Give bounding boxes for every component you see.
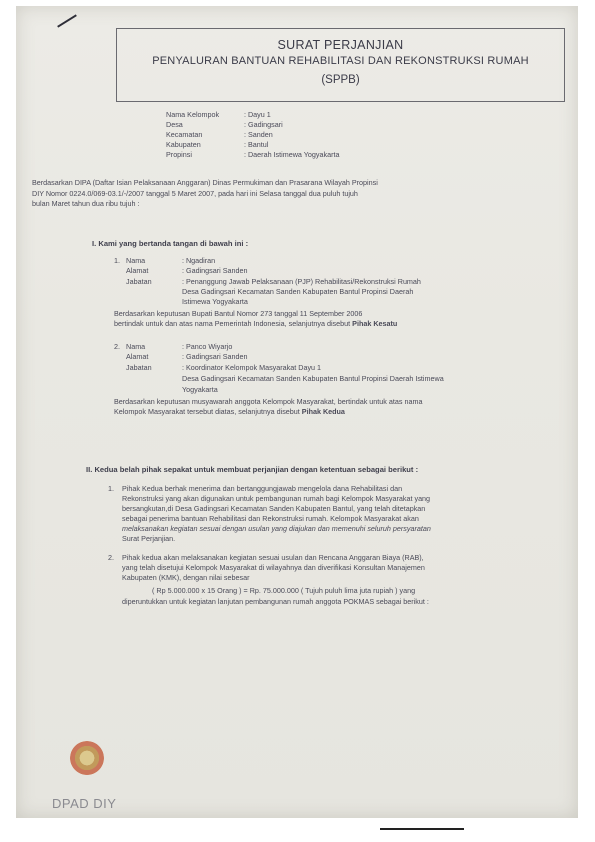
party-2-position-line: : Koordinator Kelompok Masyarakat Dayu 1 — [182, 363, 322, 372]
info-value-group-name: : Dayu 1 — [244, 110, 271, 119]
clause-1-line: sebagai penerima bantuan Rehabilitasi dan Rekonstruksi rumah. Kelompok Masyarakat akan — [122, 514, 419, 523]
pen-stroke-mark — [57, 14, 77, 27]
party-2-name-value: : Panco Wiyarjo — [182, 342, 233, 351]
party-2-address-label: Alamat — [126, 352, 149, 361]
party-2-position-line: Yogyakarta — [182, 385, 218, 394]
intro-line: DIY Nomor 0224.0/069-03.1/-/2007 tanggal 5 Maret 2007, pada hari ini Selasa tanggal dua puluh tujuh — [32, 188, 358, 198]
party-1-designation: Pihak Kesatu — [352, 319, 398, 328]
party-1-number: 1. — [114, 256, 120, 265]
info-value-regency: : Bantul — [244, 140, 269, 149]
party-2-basis-text: Kelompok Masyarakat tersebut diatas, selanjutnya disebut — [114, 407, 302, 416]
intro-line: Berdasarkan DIPA (Daftar Isian Pelaksanaan Anggaran) Dinas Permukiman dan Prasarana Wilayah Propinsi — [32, 178, 378, 187]
party-2-position-label: Jabatan — [126, 363, 152, 372]
info-label-group-name: Nama Kelompok — [166, 110, 220, 119]
info-value-village: : Gadingsari — [244, 120, 283, 129]
clause-2-amount: ( Rp 5.000.000 x 15 Orang ) = Rp. 75.000.000 ( Tujuh puluh lima juta rupiah ) yang — [152, 586, 416, 595]
party-1-name-label: Nama — [126, 256, 146, 265]
party-2-basis-line — [114, 407, 345, 417]
title-box — [116, 28, 565, 102]
document-abbreviation: (SPPB) — [321, 74, 360, 86]
party-2-position-line: Desa Gadingsari Kecamatan Sanden Kabupaten Bantul Propinsi Daerah Istimewa — [182, 374, 444, 383]
intro-paragraph — [32, 178, 562, 210]
party-1-name-value: : Ngadiran — [182, 256, 216, 265]
party-2-number: 2. — [114, 342, 120, 351]
section-1-heading: I. Kami yang bertanda tangan di bawah ini : — [92, 239, 249, 248]
clause-1-line: Pihak Kedua berhak menerima dan bertanggungjawab mengelola dana Rehabilitasi dan — [122, 484, 403, 493]
party-2-basis-line: Berdasarkan keputusan musyawarah anggota Kelompok Masyarakat, bertindak untuk atas nama — [114, 397, 423, 406]
bottom-underline-mark — [380, 828, 464, 830]
info-value-province: : Daerah Istimewa Yogyakarta — [244, 150, 340, 159]
info-label-district: Kecamatan — [166, 130, 203, 139]
party-1-basis-line: Berdasarkan keputusan Bupati Bantul Nomor 273 tanggal 11 September 2006 — [114, 309, 363, 318]
section-2-heading: II. Kedua belah pihak sepakat untuk membuat perjanjian dengan ketentuan sebagai berikut : — [86, 465, 419, 474]
party-1-basis-text: bertindak untuk dan atas nama Pemerintah Indonesia, selanjutnya disebut — [114, 319, 353, 328]
party-1-basis-line — [114, 319, 397, 329]
clause-2-line: Kabupaten (KMK), dengan nilai sebesar — [122, 573, 250, 582]
party-1-position-line: Istimewa Yogyakarta — [182, 297, 248, 306]
official-seal-stamp — [70, 741, 104, 775]
party-1-position-line: Desa Gadingsari Kecamatan Sanden Kabupaten Bantul Propinsi Daerah — [182, 287, 414, 296]
archive-watermark: DPAD DIY — [52, 796, 117, 811]
party-1-position-line: : Penanggung Jawab Pelaksanaan (PJP) Rehabilitasi/Rekonstruksi Rumah — [182, 277, 421, 286]
clause-2-number: 2. — [108, 553, 114, 562]
party-1-position-label: Jabatan — [126, 277, 152, 286]
intro-line: bulan Maret tahun dua ribu tujuh : — [32, 199, 140, 208]
info-label-province: Propinsi — [166, 150, 192, 159]
document-subtitle: PENYALURAN BANTUAN REHABILITASI DAN REKONSTRUKSI RUMAH — [152, 55, 529, 67]
party-1-address-label: Alamat — [126, 266, 149, 275]
document-title: SURAT PERJANJIAN — [277, 38, 404, 52]
party-1-address-value: : Gadingsari Sanden — [182, 266, 248, 275]
info-value-district: : Sanden — [244, 130, 273, 139]
party-2-designation: Pihak Kedua — [301, 407, 345, 416]
clause-2-line: yang telah disetujui Kelompok Masyarakat di wilayahnya dan diverifikasi Konsultan Manajemen — [122, 563, 425, 572]
clause-2-purpose: diperuntukkan untuk kegiatan lanjutan pembangunan rumah anggota POKMAS sebagai berikut : — [122, 597, 429, 606]
party-2-address-value: : Gadingsari Sanden — [182, 352, 248, 361]
document-page — [16, 6, 578, 818]
clause-1-line: bersangkutan,di Desa Gadingsari Kecamatan Sanden Kabupaten Bantul, yang telah ditetapkan — [122, 504, 426, 513]
clause-1-line: Surat Perjanjian. — [122, 534, 176, 543]
clause-1-number: 1. — [108, 484, 114, 493]
clause-2-line: Pihak kedua akan melaksanakan kegiatan sesuai usulan dan Rencana Anggaran Biaya (RAB), — [122, 553, 424, 562]
clause-1-line: melaksanakan kegiatan sesuai dengan usulan yang diajukan dan memenuhi seluruh persyaratan — [122, 524, 431, 533]
info-label-regency: Kabupaten — [166, 140, 201, 149]
info-label-village: Desa — [166, 120, 183, 129]
party-2-name-label: Nama — [126, 342, 146, 351]
clause-1-line: Rekonstruksi yang akan digunakan untuk pembangunan rumah bagi Kelompok Masyarakat yang — [122, 494, 431, 503]
